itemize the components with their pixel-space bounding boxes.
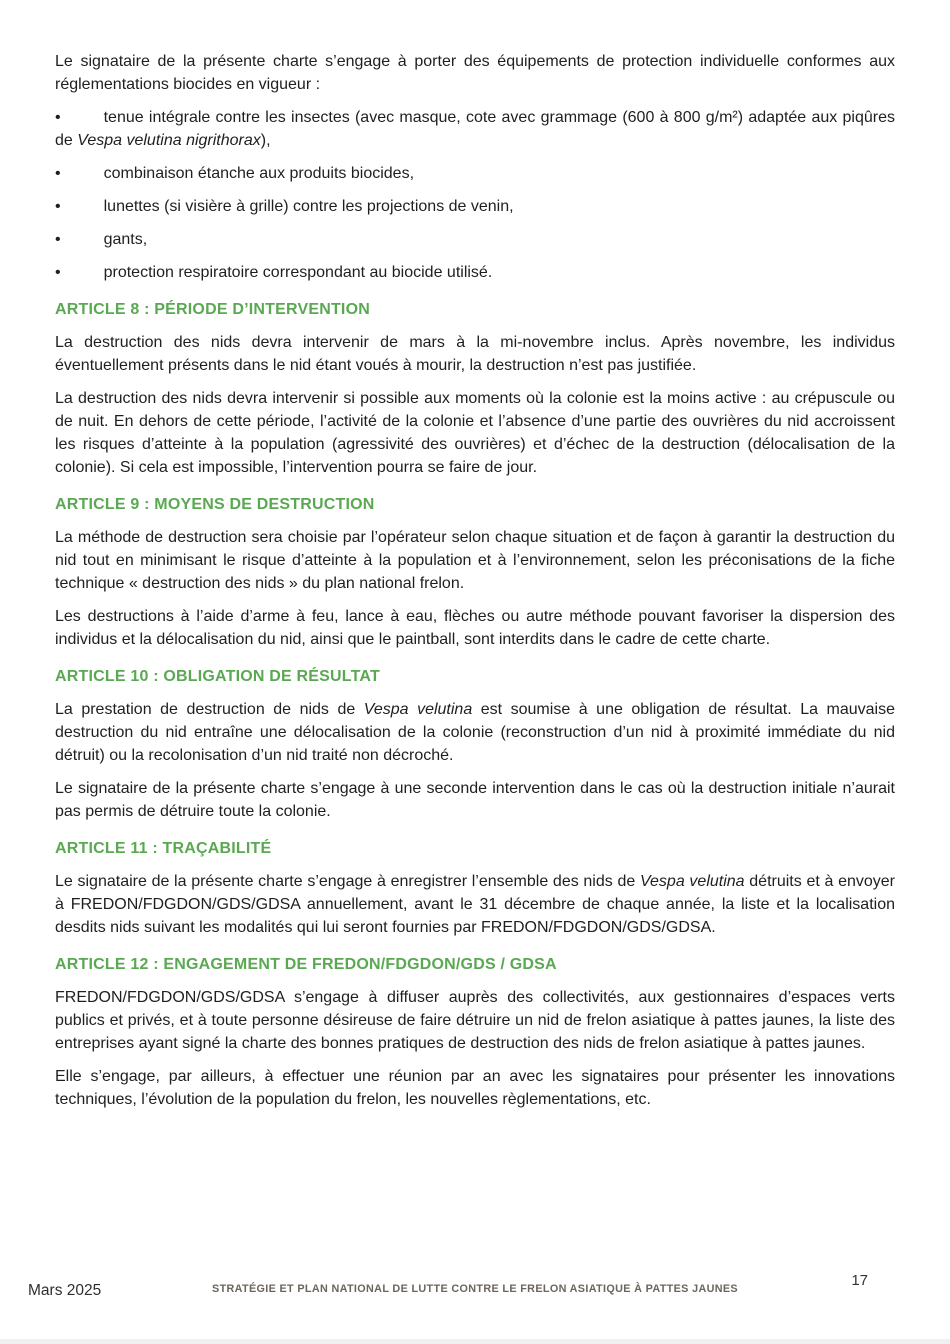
paragraph-text: La méthode de destruction sera choisie par l’opérateur selon chaque situation et de façon à garantir la destruction du nid tout en minimisant le risque d’atteinte à la population et à l’environnement, selon les préconisations de la fiche technique « destruction des nids » du plan national frelon. — [55, 529, 895, 592]
paragraph-text: La prestation de destruction de nids de — [55, 701, 364, 718]
article-9-heading: ARTICLE 9 : MOYENS DE DESTRUCTION — [55, 496, 375, 513]
bullet-marker: • — [55, 231, 61, 248]
paragraph-text: Le signataire de la présente charte s’engage à enregistrer l’ensemble des nids de — [55, 873, 640, 890]
article-8-paragraph — [55, 331, 895, 377]
article-10-paragraph — [55, 777, 895, 823]
latin-name-italic: Vespa velutina — [363, 701, 473, 718]
bullet-text: tenue intégrale contre les insectes (avec masque, cote avec grammage (600 à 800 g/m²) adaptée aux piqûres de — [55, 109, 895, 149]
article-9-paragraph — [55, 526, 895, 595]
latin-name-italic: Vespa velutina nigrithorax — [77, 132, 261, 149]
paragraph-text: Elle s’engage, par ailleurs, à effectuer une réunion par an avec les signataires pour présenter les innovations techniques, l’évolution de la population du frelon, les nouvelles règlementations, etc. — [55, 1068, 895, 1108]
bullet-text: combinaison étanche aux produits biocides, — [103, 165, 415, 182]
paragraph-text: FREDON/FDGDON/GDS/GDSA s’engage à diffuser auprès des collectivités, aux gestionnaires d’espaces verts publics et privés, et à toute personne désireuse de faire détruire un nid de frelon asiatique à pattes jaunes, la liste des entreprises ayant signé la charte des bonnes pratiques de destruction des nids de frelon asiatique à pattes jaunes. — [55, 989, 895, 1052]
footer-booklet-title: STRATÉGIE ET PLAN NATIONAL DE LUTTE CONTRE LE FRELON ASIATIQUE À PATTES JAUNES — [212, 1283, 738, 1295]
paragraph-text: La destruction des nids devra intervenir si possible aux moments où la colonie est la moins active : au crépuscule ou de nuit. En dehors de cette période, l’activité de la colonie et l’absence d’une partie des ouvrières du nid accroissent les risques d’atteinte à la population (agressivité des ouvrières) et d’échec de la destruction (délocalisation de la colonie). Si cela est impossible, l’intervention pourra se faire de jour. — [55, 390, 895, 476]
article-12-heading: ARTICLE 12 : ENGAGEMENT DE FREDON/FDGDON/GDS / GDSA — [55, 956, 557, 973]
article-8-paragraph — [55, 387, 895, 479]
bullet-item — [55, 261, 895, 284]
bullet-item — [55, 228, 895, 251]
latin-name-italic: Vespa velutina — [639, 873, 745, 890]
paragraph-text: Les destructions à l’aide d’arme à feu, lance à eau, flèches ou autre méthode pouvant favoriser la dispersion des individus et la délocalisation du nid, ainsi que le paintball, sont interdits dans le cadre de cette charte. — [55, 608, 895, 648]
bullet-marker: • — [55, 109, 61, 126]
article-11-heading: ARTICLE 11 : TRAÇABILITÉ — [55, 840, 272, 857]
paragraph-text-post: détruits et à envoyer à FREDON/FDGDON/GDS/GDSA annuellement, avant le 31 décembre de chaque année, la liste et la localisation desdits nids suivant les modalités qui lui seront fournies par FREDON/FDGDON/GDS/GDSA. — [55, 873, 895, 936]
page-bottom-edge — [0, 1339, 950, 1344]
bullet-text-post: ), — [260, 132, 271, 149]
intro-paragraph: Le signataire de la présente charte s’engage à porter des équipements de protection individuelle conformes aux réglementations biocides en vigueur : — [55, 53, 895, 93]
page-content — [55, 0, 895, 1121]
bullet-marker: • — [55, 165, 61, 182]
paragraph-text: La destruction des nids devra intervenir de mars à la mi-novembre inclus. Après novembre, les individus éventuellement présents dans le nid étant voués à mourir, la destruction n’est pas justifiée. — [55, 334, 895, 374]
bullet-text: gants, — [103, 231, 148, 248]
article-10-paragraph — [55, 698, 895, 767]
bullet-marker: • — [55, 198, 61, 215]
bullet-item — [55, 162, 895, 185]
article-11-paragraph — [55, 870, 895, 939]
bullet-item — [55, 106, 895, 152]
paragraph-text: Le signataire de la présente charte s’engage à une seconde intervention dans le cas où la destruction initiale n’aurait pas permis de détruire toute la colonie. — [55, 780, 895, 820]
article-8-heading: ARTICLE 8 : PÉRIODE D’INTERVENTION — [55, 301, 370, 318]
article-12-paragraph — [55, 986, 895, 1055]
paragraph-text-post: est soumise à une obligation de résultat. La mauvaise destruction du nid entraîne une délocalisation de la colonie (reconstruction d’un nid à proximité immédiate du nid détruit) ou la recolonisation d’un nid traité non décroché. — [55, 701, 895, 764]
bullet-marker: • — [55, 264, 61, 281]
footer-page-number: 17 — [851, 1272, 868, 1289]
bullet-text: protection respiratoire correspondant au biocide utilisé. — [103, 264, 493, 281]
footer-date: Mars 2025 — [28, 1282, 102, 1299]
bullet-text: lunettes (si visière à grille) contre les projections de venin, — [103, 198, 514, 215]
article-9-paragraph — [55, 605, 895, 651]
article-12-paragraph — [55, 1065, 895, 1111]
bullet-item — [55, 195, 895, 218]
article-10-heading: ARTICLE 10 : OBLIGATION DE RÉSULTAT — [55, 668, 380, 685]
